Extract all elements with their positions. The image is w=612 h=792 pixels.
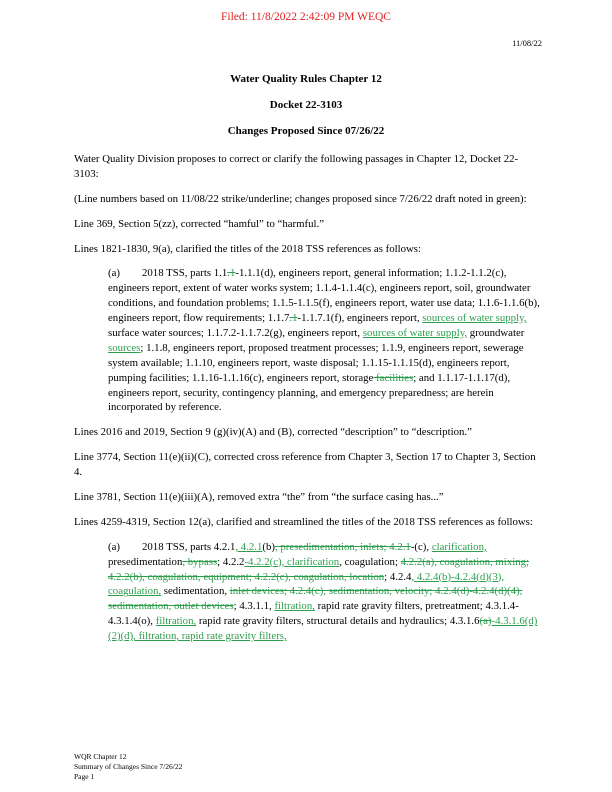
deleted-text: , bypass xyxy=(182,555,218,568)
inserted-text: -4.3.1.6(d)(2)(d), filtration, rapid rate gravity filters, xyxy=(108,615,538,643)
lines-4259-change: Lines 4259-4319, Section 12(a), clarified and streamlined the titles of the 2018 TSS references as follows: xyxy=(74,515,533,528)
footer-doc-name: WQR Chapter 12 xyxy=(74,752,127,761)
intro-paragraph: Water Quality Division proposes to correct or clarify the following passages in Chapter 12, Docket 22-3103: xyxy=(74,153,519,180)
inserted-text: , 4.2.1 xyxy=(235,540,263,553)
tss-references-12a: (a) 2018 TSS, parts 4.2.1, 4.2.1(b), presedimentation, inlets; 4.2.1-(c), clarification, presedimentation, bypass; 4.2.2-4.2.2(c), clarification, coagulation; 4.2.2(a), coagulation, mixing; 4.2.2(b), coagulation, equipment; 4.2.2(c), coagulation, location; 4.2.4, 4.2.4(b)-4.2.4(d)(3), coagulation, sedimentation, inlet devices; 4.2.4(c), sedimentation, velocity; 4.2.4(d)-4.2.4(d)(4), sedimentation, outlet devices; 4.3.1.1, filtration, rapid rate gravity filters, pretreatment; 4.3.1.4-4.3.1.4(o), filtration, rapid rate gravity filters, structural details and hydraulics; 4.3.1.6(a)-4.3.1.6(d)(2)(d), filtration, rapid rate gravity filters, xyxy=(108,540,538,643)
inserted-text: , 4.2.4(b)-4.2.4(d)(3), coagulation, xyxy=(108,570,505,598)
page-number: Page 1 xyxy=(74,771,95,781)
inserted-text: filtration, xyxy=(155,615,197,628)
page-footer xyxy=(74,752,182,781)
inserted-text: -4.2.2(c), clarification xyxy=(244,555,340,568)
document-body xyxy=(74,152,542,654)
inserted-text: sources xyxy=(108,341,141,354)
inserted-text: filtration, xyxy=(274,600,315,613)
deleted-text: inlet devices; 4.2.4(c), sedimentation, velocity; 4.2.4(d)-4.2.4(d)(4), sedimentation, outlet devices xyxy=(108,585,523,613)
document-date: 11/08/22 xyxy=(512,38,542,48)
line-3781-change: Line 3781, Section 11(e)(iii)(A), removed extra “the” from “the surface casing has...” xyxy=(74,491,444,504)
deleted-text: facilities xyxy=(373,371,414,384)
lines-1821-change: Lines 1821-1830, 9(a), clarified the titles of the 2018 TSS references as follows: xyxy=(74,242,422,255)
tss-references-9a: (a) 2018 TSS, parts 1.1.1-1.1.1(d), engineers report, general information; 1.1.2-1.1.2(c), engineers report, extent of water works system; 1.1.4-1.1.4(c), engineers report, soil, groundwater conditions, and foundation problems; 1.1.5-1.1.5(f), engineers report, water use data; 1.1.6-1.1.6(b), engineers report, flow requirements; 1.1.7.1-1.1.7.1(f), engineers report, sources of water supply, surface water sources; 1.1.7.2-1.1.7.2(g), engineers report, sources of water supply, groundwater sources; 1.1.8, engineers report, proposed treatment processes; 1.1.9, engineers report, sewerage system available; 1.1.10, engineers report, waste disposal; 1.1.15-1.1.15(d), engineers report, pumping facilities; 1.1.16-1.1.16(c), engineers report, storage facilities; and 1.1.17-1.1.17(d), engineers report, security, contingency planning, and emergency preparedness; are herein incorporated by reference. xyxy=(108,267,540,414)
inserted-text: sources of water supply, xyxy=(422,312,527,325)
inserted-text: clarification, xyxy=(431,540,487,553)
deleted-text: .1 xyxy=(227,267,236,280)
lines-2016-change: Lines 2016 and 2019, Section 9 (g)(iv)(A) and (B), corrected “description” to “description.” xyxy=(74,426,472,439)
deleted-text: , presedimentation, inlets; 4.2.1 xyxy=(274,540,411,553)
line-3774-change: Line 3774, Section 11(e)(ii)(C), corrected cross reference from Chapter 3, Section 17 to Chapter 3, Section 4. xyxy=(74,451,536,479)
deleted-text: 4.2.2(a), coagulation, mixing; 4.2.2(b), coagulation, equipment; 4.2.2(c), coagulation, location xyxy=(108,555,529,583)
docket-number: Docket 22-3103 xyxy=(269,99,343,111)
line-number-note: (Line numbers based on 11/08/22 strike/underline; changes proposed since 7/26/22 draft noted in green): xyxy=(74,192,527,205)
document-title: Water Quality Rules Chapter 12 xyxy=(230,73,382,85)
paragraph-label: (a) xyxy=(108,267,120,280)
inserted-text: sources of water supply, xyxy=(362,327,468,340)
deleted-text: (a) xyxy=(479,615,492,628)
footer-summary: Summary of Changes Since 7/26/22 xyxy=(74,761,183,771)
line-369-change: Line 369, Section 5(zz), corrected “hamful” to “harmful.” xyxy=(74,217,325,230)
filed-stamp: Filed: 11/8/2022 2:42:09 PM WEQC xyxy=(221,11,391,23)
paragraph-label: (a) xyxy=(108,540,120,553)
deleted-text: .1 xyxy=(289,312,298,325)
changes-heading: Changes Proposed Since 07/26/22 xyxy=(227,125,385,137)
